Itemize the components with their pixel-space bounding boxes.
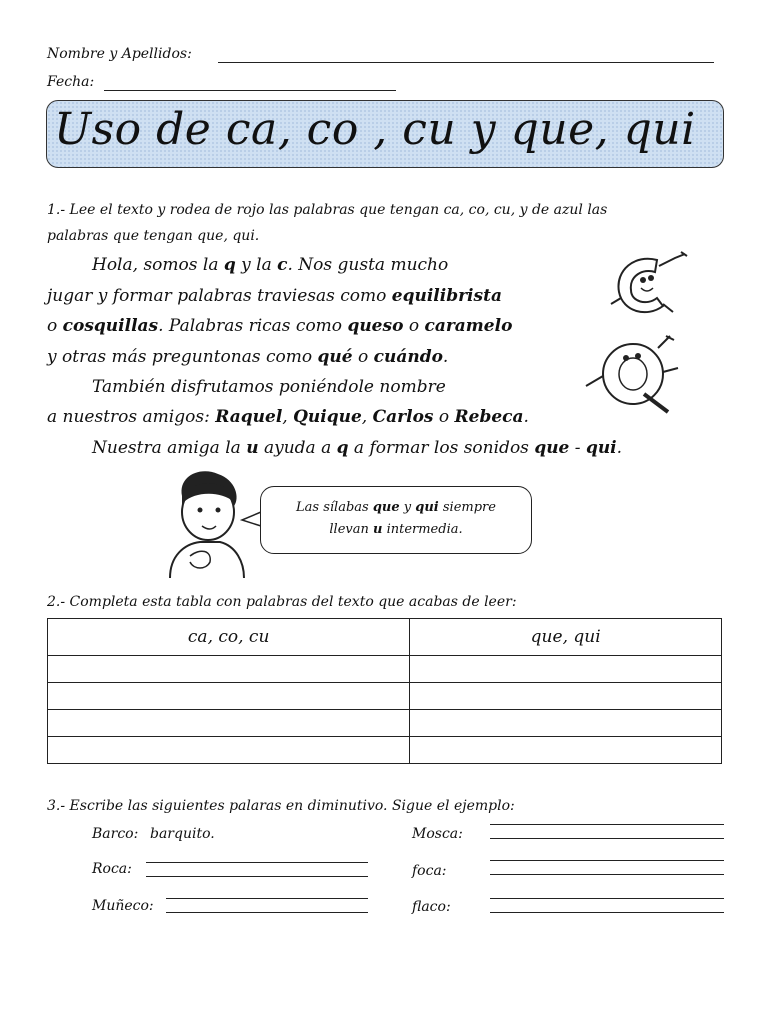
bold-word: cosquillas: [62, 316, 159, 336]
bold-word: queso: [347, 316, 404, 336]
speech-bubble: [260, 486, 532, 554]
answer-line-flaco-1[interactable]: [490, 898, 724, 899]
exercise3-instruction: 3.- Escribe las siguientes palaras en diminutivo. Sigue el ejemplo:: [47, 798, 515, 814]
table-cell[interactable]: [410, 683, 722, 710]
words-table: [47, 618, 722, 764]
table-row: [48, 656, 722, 683]
answer-line-foca-1[interactable]: [490, 860, 724, 861]
table-cell[interactable]: [410, 656, 722, 683]
table-row: [48, 737, 722, 764]
letter-c-character-icon: [605, 248, 697, 320]
exercise1-instruction-line1: 1.- Lee el texto y rodea de rojo las palabras que tengan ca, co, cu, y de azul las: [47, 202, 608, 218]
diminutive-label-barco: Barco:: [92, 826, 139, 842]
name-label: Nombre y Apellidos:: [47, 46, 192, 62]
bold-word: c: [277, 255, 288, 275]
answer-line-roca-2[interactable]: [146, 876, 368, 877]
reading-line-7: Nuestra amiga la u ayuda a q a formar los sonidos que - qui.: [92, 438, 623, 458]
bold-word: Carlos: [372, 407, 434, 427]
bold-word: Quique: [293, 407, 362, 427]
bubble-line-2: llevan u intermedia.: [329, 522, 463, 537]
bold-word: cuándo: [373, 347, 443, 367]
reading-line-2: jugar y formar palabras traviesas como equilibrista: [47, 286, 502, 306]
column-header-ca-co-cu: ca, co, cu: [48, 619, 410, 656]
bold-word: qui: [585, 438, 617, 458]
reading-line-1: Hola, somos la q y la c. Nos gusta mucho: [92, 255, 449, 275]
table-row: [48, 683, 722, 710]
bold-word: caramelo: [424, 316, 513, 336]
bold-word: q: [223, 255, 236, 275]
date-field-line[interactable]: [104, 90, 396, 91]
exercise1-instruction-line2: palabras que tengan que, qui.: [47, 228, 260, 244]
diminutive-label-roca: Roca:: [92, 861, 132, 877]
bold-word: Raquel: [215, 407, 283, 427]
answer-line-mosca-2[interactable]: [490, 838, 724, 839]
bubble-line-1: Las sílabas que y qui siempre: [296, 500, 496, 515]
reading-line-3: o cosquillas. Palabras ricas como queso o caramelo: [47, 316, 513, 336]
answer-line-mosca-1[interactable]: [490, 824, 724, 825]
bold-word: q: [336, 438, 349, 458]
table-cell[interactable]: [410, 737, 722, 764]
name-field-line[interactable]: [218, 62, 714, 63]
bold-word: equilibrista: [391, 286, 502, 306]
table-cell[interactable]: [48, 683, 410, 710]
diminutive-label-flaco: flaco:: [412, 899, 451, 915]
diminutive-label-muneco: Muñeco:: [92, 898, 154, 914]
table-cell[interactable]: [48, 710, 410, 737]
bold-word: que: [534, 438, 570, 458]
bold-word: que: [372, 500, 400, 515]
bold-word: qué: [317, 347, 353, 367]
table-row: [48, 710, 722, 737]
answer-line-muneco-2[interactable]: [166, 912, 368, 913]
diminutive-label-foca: foca:: [412, 863, 447, 879]
column-header-que-qui: que, qui: [410, 619, 722, 656]
bold-word: u: [372, 522, 383, 537]
answer-line-muneco-1[interactable]: [166, 898, 368, 899]
date-label: Fecha:: [47, 74, 95, 90]
reading-line-6: a nuestros amigos: Raquel, Quique, Carlos o Rebeca.: [47, 407, 529, 427]
diminutive-example-barquito: barquito.: [150, 826, 215, 842]
diminutive-label-mosca: Mosca:: [412, 826, 463, 842]
reading-line-5: También disfrutamos poniéndole nombre: [92, 377, 446, 397]
bold-word: Rebeca: [454, 407, 524, 427]
answer-line-foca-2[interactable]: [490, 874, 724, 875]
reading-line-4: y otras más preguntonas como qué o cuándo.: [47, 347, 449, 367]
table-cell[interactable]: [48, 656, 410, 683]
answer-line-flaco-2[interactable]: [490, 912, 724, 913]
table-cell[interactable]: [48, 737, 410, 764]
exercise2-instruction: 2.- Completa esta tabla con palabras del texto que acabas de leer:: [47, 594, 517, 610]
letter-q-character-icon: [578, 332, 688, 416]
table-cell[interactable]: [410, 710, 722, 737]
page-title: Uso de ca, co , cu y que, qui: [54, 104, 696, 155]
bold-word: u: [246, 438, 259, 458]
boy-illustration-icon: [160, 466, 250, 578]
answer-line-roca-1[interactable]: [146, 862, 368, 863]
bold-word: qui: [415, 500, 439, 515]
